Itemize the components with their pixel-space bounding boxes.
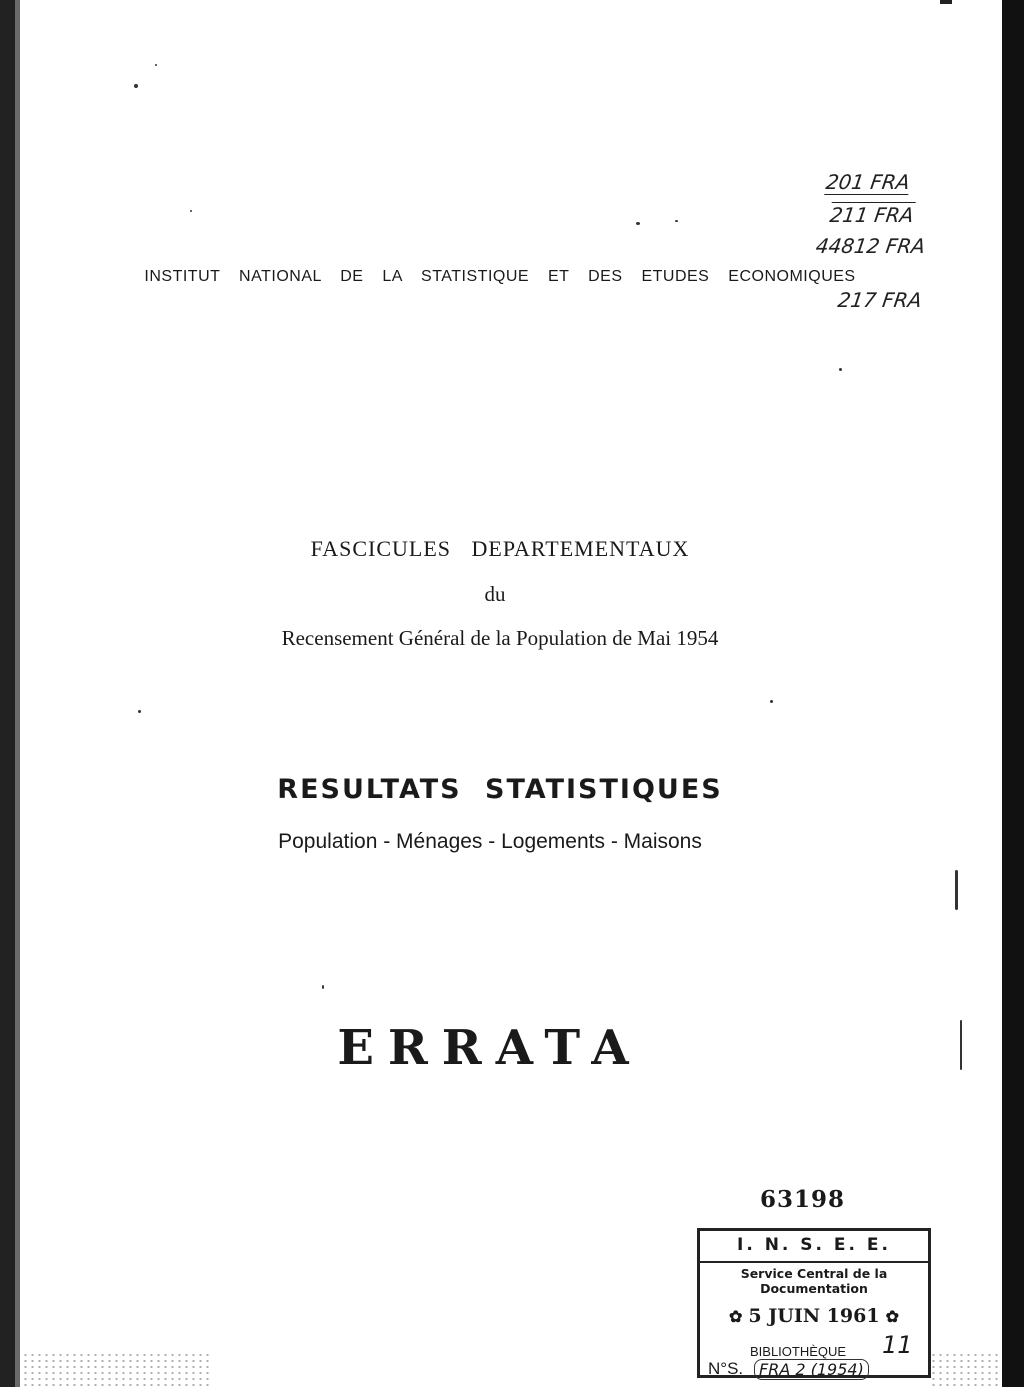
handwritten-references <box>812 168 972 328</box>
scan-speck <box>134 84 138 88</box>
document-series-title: FASCICULES DEPARTEMENTAUX <box>310 536 690 561</box>
scan-speck <box>955 870 958 910</box>
scan-speckle <box>930 1352 1002 1387</box>
stamp-body <box>700 1261 928 1377</box>
ornament-icon: ✿ <box>729 1307 743 1326</box>
stamp-bibliotheque: BIBLIOTHÈQUE <box>750 1344 847 1359</box>
results-subtitle: Population - Ménages - Logements - Maisons <box>278 830 702 853</box>
stamp-handwritten-number: 11 <box>882 1331 913 1359</box>
stamp-service-line: Service Central de la <box>740 1266 888 1281</box>
scan-speck <box>322 985 324 989</box>
institute-name: INSTITUT NATIONAL DE LA STATISTIQUE ET DES ETUDES ECONOMIQUES <box>144 268 856 285</box>
handwritten-ref: 44812 FRA <box>814 234 927 258</box>
scan-speck <box>770 700 773 703</box>
scan-speck <box>636 222 640 225</box>
stamp-date <box>700 1305 928 1327</box>
scan-speck <box>675 220 678 222</box>
ornament-icon: ✿ <box>885 1307 899 1326</box>
results-heading: RESULTATS STATISTIQUES <box>277 774 723 805</box>
errata-title: ERRATA <box>337 1020 643 1076</box>
stamp-service-line: Documentation <box>760 1281 868 1296</box>
stamp-title: I. N. S. E. E. <box>737 1235 891 1255</box>
stamp-ns-label: N°S. <box>708 1359 744 1378</box>
scan-mark <box>940 0 952 4</box>
scan-speck <box>190 210 192 212</box>
handwritten-ref: 217 FRA <box>836 288 924 312</box>
scan-speckle <box>22 1352 212 1387</box>
scan-speck <box>155 64 157 66</box>
scan-left-shadow <box>15 0 20 1387</box>
scan-left-border <box>0 0 15 1387</box>
handwritten-ref: 211 FRA <box>828 203 916 227</box>
stamp-date-text: 5 JUIN 1961 <box>748 1305 880 1327</box>
stamp-ns-code: FRA 2 (1954) <box>754 1359 869 1380</box>
library-stamp <box>697 1228 931 1378</box>
scan-speck <box>839 368 842 371</box>
stamp-service <box>700 1266 928 1296</box>
title-connector: du <box>484 582 506 606</box>
scan-speck <box>138 710 141 713</box>
scan-right-border <box>1002 0 1024 1387</box>
handwritten-ref: 201 FRA <box>824 170 912 194</box>
census-title: Recensement Général de la Population de Mai 1954 <box>281 626 719 650</box>
document-number: 63198 <box>760 1186 846 1213</box>
